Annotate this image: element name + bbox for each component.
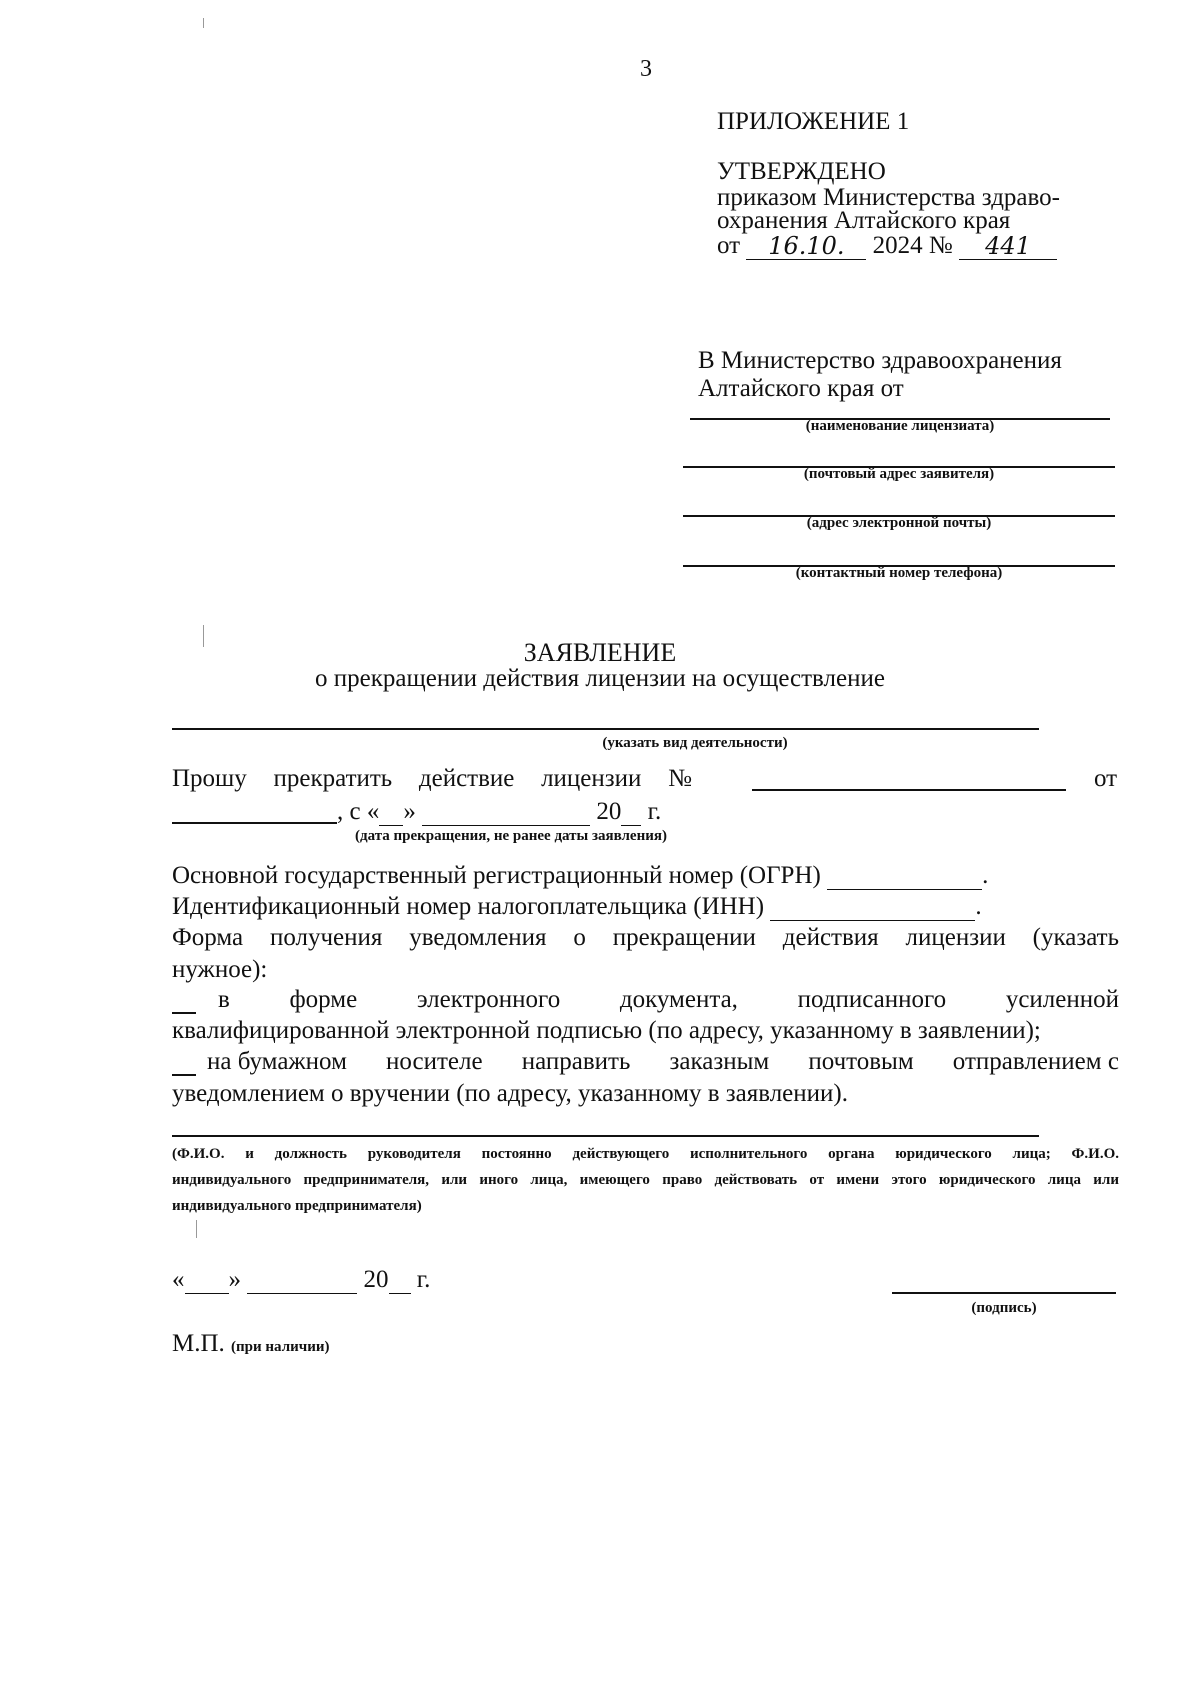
- phone-caption: (контактный номер телефона): [795, 565, 1003, 581]
- request-close-quote: »: [403, 798, 416, 825]
- opt2-word-1: на бумажном: [207, 1048, 347, 1075]
- opt1-word-4: документа,: [619, 986, 738, 1013]
- option-electronic-line-1: [218, 986, 1119, 1014]
- license-date-line: [172, 822, 337, 824]
- inn-row: Идентификационный номер налогоплательщика (ИНН) .: [172, 893, 982, 920]
- opt2-word-4: заказным: [669, 1048, 770, 1075]
- scan-mark: [196, 1220, 197, 1238]
- form-word-2: получения: [269, 924, 383, 951]
- scan-mark: [203, 18, 204, 28]
- form-word-8: (указать: [1032, 924, 1119, 951]
- ogrn-blank: [827, 867, 982, 890]
- inn-label: Идентификационный номер налогоплательщика (ИНН): [172, 893, 765, 920]
- form-word-3: уведомления: [409, 924, 547, 951]
- request-word-4: лицензии: [541, 765, 642, 792]
- addressee-line-1: В Министерство здравоохранения: [698, 347, 1062, 374]
- opt2-word-5: почтовым: [808, 1048, 914, 1075]
- scan-mark: [203, 625, 204, 647]
- option-paper-line-1: [207, 1048, 1119, 1076]
- addressee-block: [698, 347, 1062, 403]
- opt1-word-1: в: [218, 986, 230, 1013]
- day-blank: [379, 803, 403, 826]
- page-number: 3: [640, 56, 652, 82]
- stamp-note: (при наличии): [231, 1339, 330, 1355]
- postal-address-caption: (почтовый адрес заявителя): [803, 466, 995, 482]
- email-caption: (адрес электронной почты): [806, 515, 992, 531]
- request-from-label: от: [1094, 765, 1118, 792]
- option-paper-checkbox-blank[interactable]: [172, 1074, 196, 1076]
- addressee-line-2: Алтайского края от: [698, 375, 904, 402]
- order-date-number-line: [717, 232, 1057, 260]
- request-word-3: действие: [418, 765, 515, 792]
- ogrn-label: Основной государственный регистрационный номер (ОГРН): [172, 862, 821, 889]
- licensee-name-caption: (наименование лицензиата): [805, 418, 995, 434]
- year-blank: [621, 803, 641, 826]
- sign-date-row: [172, 1266, 430, 1294]
- order-from-label: от: [717, 232, 741, 259]
- appendix-heading: ПРИЛОЖЕНИЕ 1: [717, 108, 910, 135]
- sign-month-blank: [247, 1271, 357, 1294]
- opt2-word-6: отправлением с: [952, 1048, 1119, 1075]
- order-line-2: охранения Алтайского края: [717, 207, 1011, 234]
- order-year: 2024 №: [872, 232, 953, 259]
- document-title: ЗАЯВЛЕНИЕ: [523, 638, 677, 667]
- order-number-handwritten: 441: [959, 233, 1057, 260]
- activity-line: [172, 728, 1039, 730]
- opt2-word-3: направить: [521, 1048, 631, 1075]
- order-line-1: приказом Министерства здраво-: [717, 184, 1060, 211]
- activity-caption: (указать вид деятельности): [602, 735, 788, 751]
- request-c-label: , с «: [337, 798, 380, 825]
- sign-year-suffix: г.: [416, 1266, 431, 1293]
- signature-caption: (подпись): [971, 1300, 1037, 1316]
- inn-blank: [770, 898, 975, 921]
- termination-date-caption: (дата прекращения, не ранее даты заявления): [355, 828, 667, 844]
- signature-line: [892, 1292, 1116, 1294]
- license-number-line: [752, 789, 1066, 791]
- sign-year-prefix: 20: [363, 1266, 389, 1293]
- sign-year-blank: [389, 1271, 411, 1294]
- signatory-caption-line-2: индивидуального предпринимателя, или иного лица, имеющего право действовать от имени этого юридического лица или: [172, 1172, 1119, 1188]
- notification-form-line-1: [172, 924, 1119, 952]
- request-line-2: [337, 798, 661, 826]
- request-word-1: Прошу: [172, 765, 247, 792]
- form-word-7: лицензии: [905, 924, 1006, 951]
- ogrn-row: Основной государственный регистрационный номер (ОГРН) .: [172, 862, 989, 889]
- opt1-word-3: электронного: [416, 986, 561, 1013]
- form-word-6: действия: [782, 924, 879, 951]
- notification-form-line-2: нужное):: [172, 956, 268, 983]
- option-electronic-checkbox-blank[interactable]: [172, 1012, 196, 1014]
- request-year-suffix: г.: [647, 798, 662, 825]
- form-word-4: о: [573, 924, 586, 951]
- signatory-line: [172, 1135, 1039, 1137]
- request-number-sign: №: [668, 765, 692, 792]
- month-blank: [422, 803, 590, 826]
- request-word-2: прекратить: [273, 765, 393, 792]
- document-subtitle: о прекращении действия лицензии на осуществление: [315, 665, 885, 692]
- opt1-word-5: подписанного: [797, 986, 947, 1013]
- signatory-caption-line-1: (Ф.И.О. и должность руководителя постоянно действующего исполнительного органа юридического лица; Ф.И.О.: [172, 1146, 1119, 1162]
- order-date-handwritten: 16.10.: [746, 233, 866, 260]
- sign-date-close-quote: »: [228, 1266, 241, 1293]
- opt1-word-2: форме: [289, 986, 358, 1013]
- opt1-word-6: усиленной: [1005, 986, 1119, 1013]
- request-year-prefix: 20: [596, 798, 622, 825]
- signatory-caption-line-3: индивидуального предпринимателя): [172, 1198, 422, 1214]
- opt2-word-2: носителе: [386, 1048, 483, 1075]
- sign-day-blank: [185, 1271, 229, 1294]
- stamp-row: [172, 1330, 330, 1358]
- request-line-1: [172, 765, 692, 793]
- option-paper-line-2: уведомлением о вручении (по адресу, указанному в заявлении).: [172, 1080, 848, 1107]
- form-word-5: прекращении: [612, 924, 756, 951]
- sign-date-open-quote: «: [172, 1266, 185, 1293]
- option-electronic-line-2: квалифицированной электронной подписью (по адресу, указанному в заявлении);: [172, 1017, 1041, 1044]
- form-word-1: Форма: [172, 924, 244, 951]
- approved-label: УТВЕРЖДЕНО: [717, 158, 886, 185]
- stamp-label: М.П.: [172, 1330, 225, 1357]
